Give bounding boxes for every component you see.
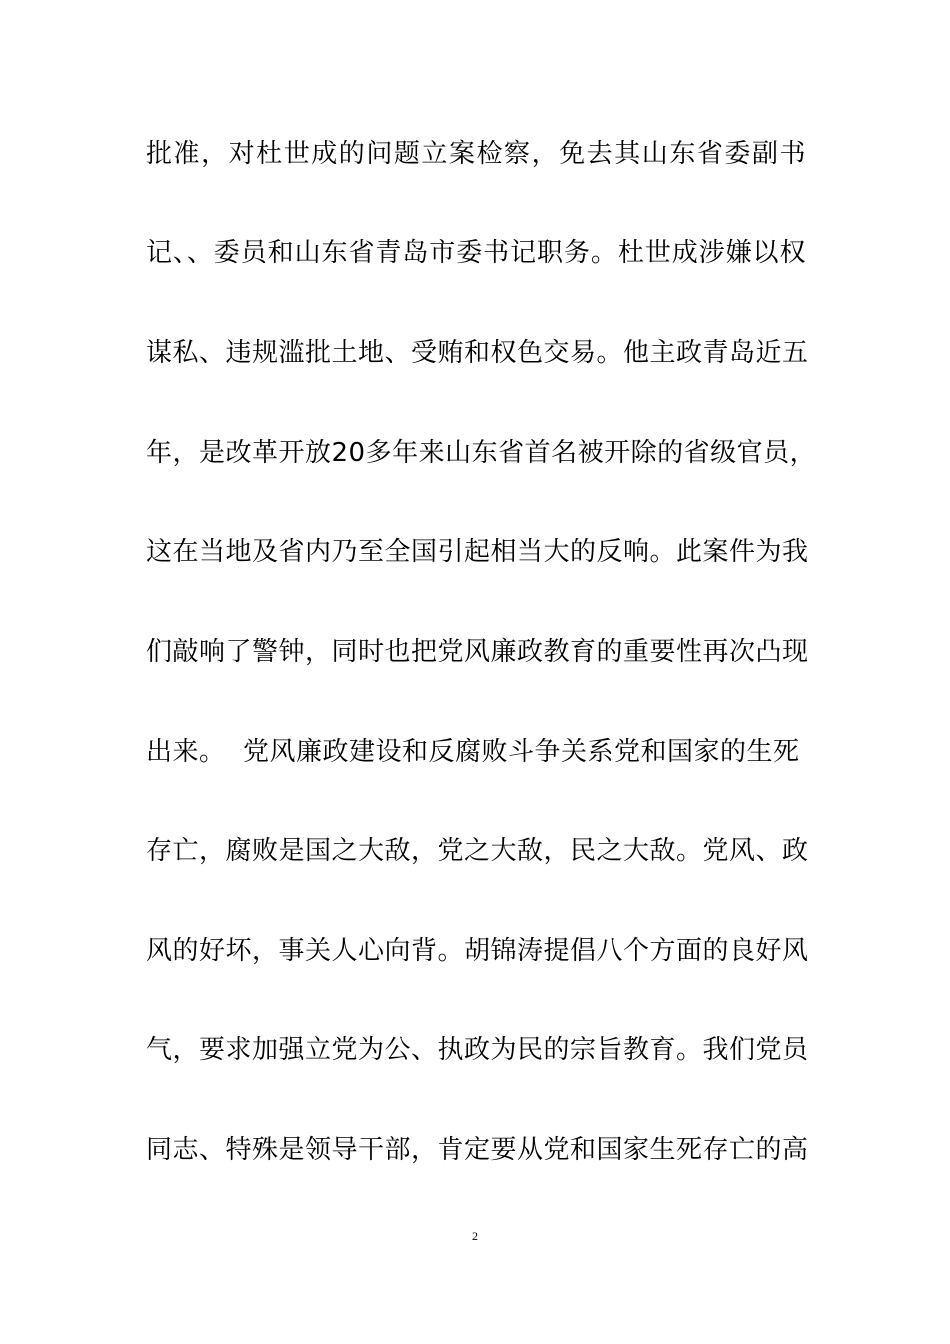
body-text-line: 批准，对杜世成的问题立案检察，免去其山东省委副书	[146, 139, 806, 169]
body-text-line: 们敲响了警钟，同时也把党风廉政教育的重要性再次凸现	[146, 637, 809, 667]
body-text-line: 这在当地及省内乃至全国引起相当大的反响。此案件为我	[146, 537, 809, 567]
body-text-line: 同志、特殊是领导干部，肯定要从党和国家生死存亡的高	[146, 1135, 809, 1165]
page-number: 2	[472, 1229, 478, 1243]
body-text-line: 谋私、违规滥批土地、受贿和权色交易。他主政青岛近五	[146, 338, 809, 368]
body-text-line: 记、、委员和山东省青岛市委书记职务。杜世成涉嫌以权	[146, 238, 806, 268]
body-text-line: 风的好坏，事关人心向背。胡锦涛提倡八个方面的良好风	[146, 936, 809, 966]
body-text-line: 出来。 党风廉政建设和反腐败斗争关系党和国家的生死	[146, 737, 800, 767]
body-text-line: 气，要求加强立党为公、执政为民的宗旨教育。我们党员	[146, 1035, 809, 1065]
body-text-line: 年，是改革开放20多年来山东省首名被开除的省级官员，	[146, 438, 817, 468]
body-text-line: 存亡，腐败是国之大敌，党之大敌，民之大敌。党风、政	[146, 836, 809, 866]
